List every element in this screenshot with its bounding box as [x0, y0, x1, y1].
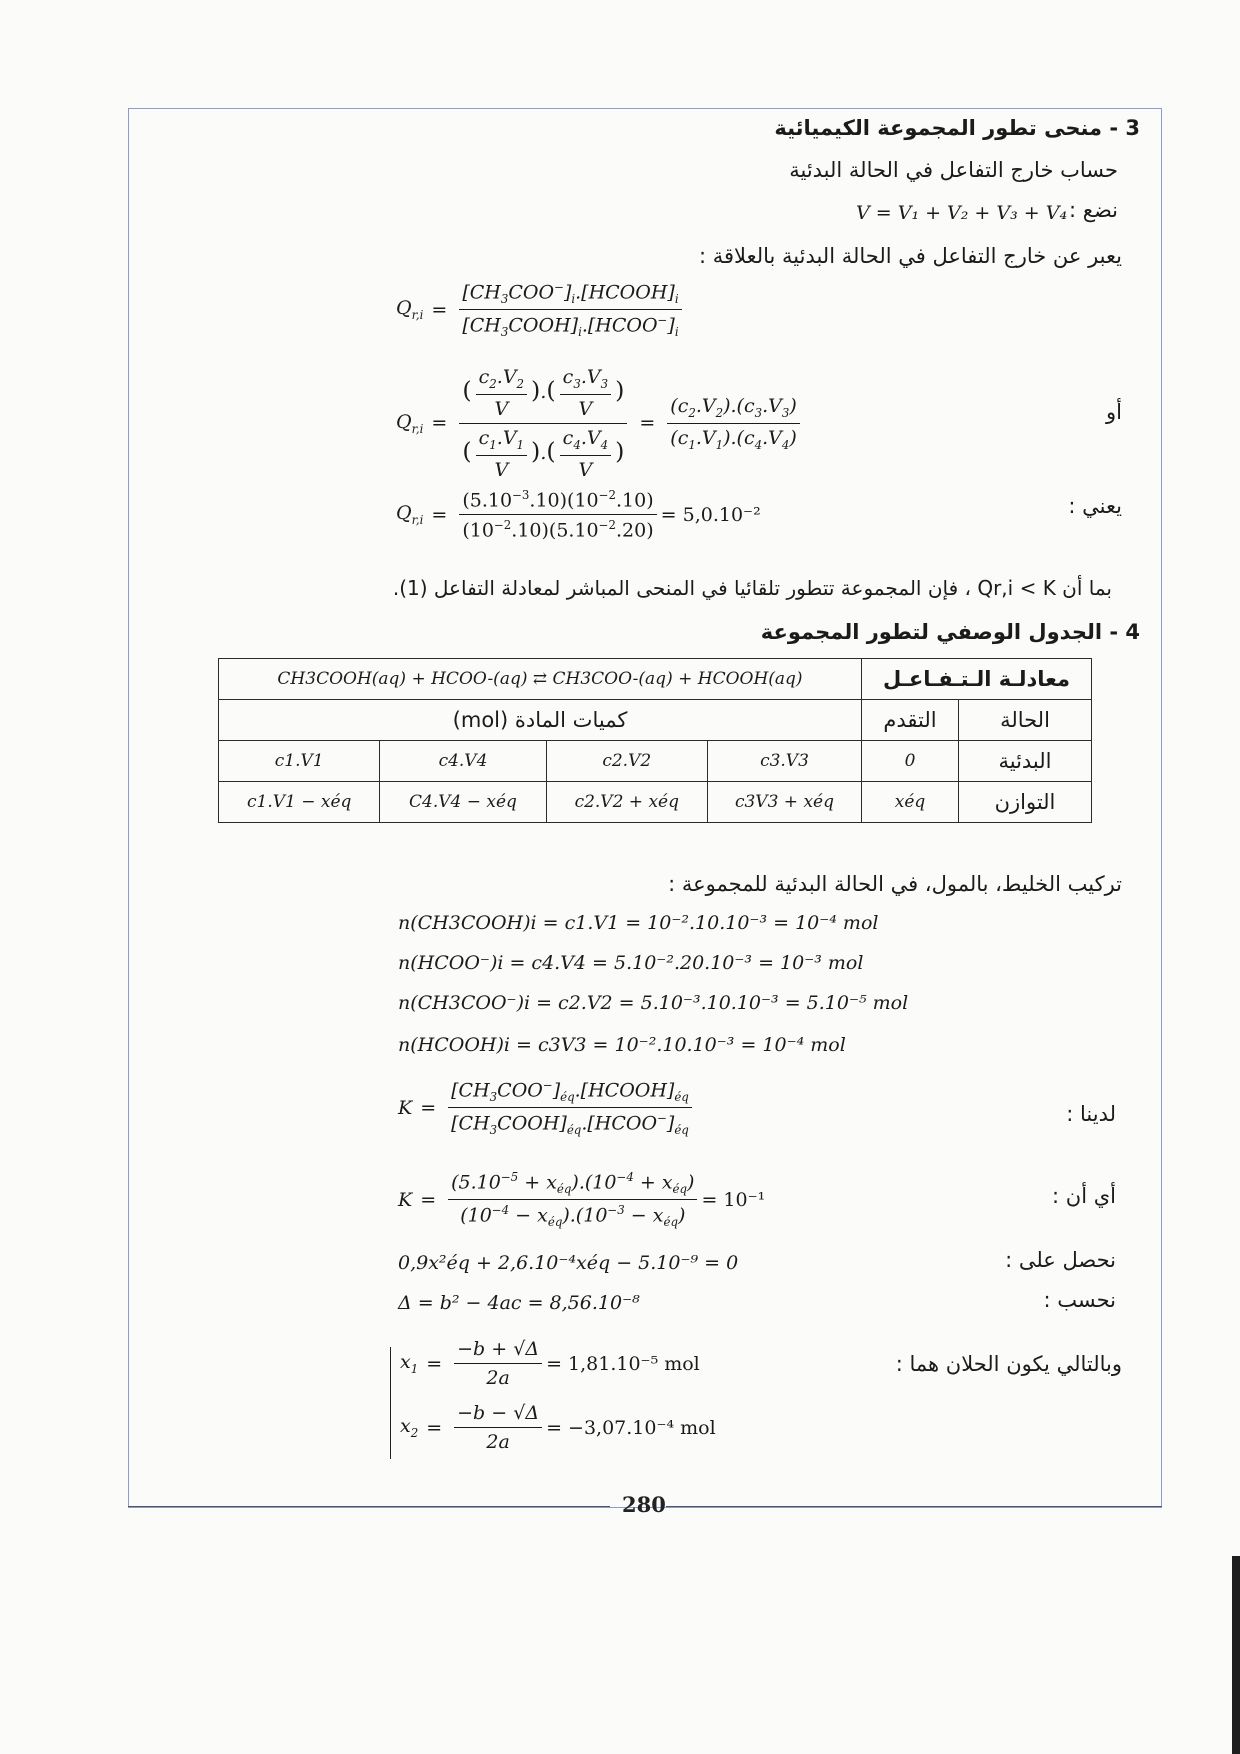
- evolution-table: [218, 658, 1092, 823]
- composition-intro: تركيب الخليط، بالمول، في الحالة البدئية للمجموعة :: [668, 872, 1122, 896]
- x2-formula: $x_2$ = $\frac{-b - √\Delta}{2a}$ = −3,07.10⁻⁴ mol: [400, 1402, 716, 1453]
- table-equation-header: معادلـة الـتـفـاعـل: [862, 659, 1092, 700]
- scan-edge-shadow: [1232, 1556, 1240, 1754]
- table-cell: c1.V1 − xéq: [219, 782, 380, 823]
- table-cell: c4.V4: [380, 741, 546, 782]
- evolution-conclusion: بما أن Qr,i < K ، فإن المجموعة تتطور تلقائيا في المنحى المباشر لمعادلة التفاعل (1).: [392, 576, 1112, 600]
- table-advance-header: التقدم: [862, 700, 959, 741]
- x1-formula: $x_1$ = $\frac{-b + √\Delta}{2a}$ = 1,81.10⁻⁵ mol: [400, 1338, 700, 1389]
- solutions-brace: [390, 1347, 391, 1459]
- delta-equation: Δ = b² − 4ac = 8,56.10⁻⁸: [398, 1292, 640, 1314]
- table-cell: c2.V2: [546, 741, 707, 782]
- compute-label: نحسب :: [1043, 1288, 1116, 1312]
- k-numeric-formula: K = $\frac{(5.10^{-5} + x_{éq}).(10^{-4} + x_{éq})}{(10^{-4} - x_{éq}).(10^{-3} - x_{éq})}$ = 10⁻¹: [398, 1170, 766, 1230]
- table-row: [219, 782, 1092, 823]
- we-have-label: لدينا :: [1066, 1102, 1116, 1126]
- table-equation-cell: CH3COOH(aq) + HCOO-(aq) ⇄ CH3COO-(aq) + HCOOH(aq): [219, 659, 862, 700]
- or-label: أو: [1106, 400, 1122, 424]
- k-value: = 10⁻¹: [701, 1188, 766, 1211]
- table-state-header: الحالة: [959, 700, 1092, 741]
- meaning-label: يعني :: [1068, 494, 1122, 518]
- quadratic-equation: 0,9x²éq + 2,6.10⁻⁴xéq − 5.10⁻⁹ = 0: [398, 1252, 739, 1274]
- section-3-title: 3 - منحى تطور المجموعة الكيميائية: [774, 116, 1140, 140]
- volume-definition-label: نضع :: [1069, 198, 1118, 222]
- qri-relation-intro: يعبر عن خارج التفاعل في الحالة البدئية بالعلاقة :: [698, 244, 1122, 268]
- solutions-label: وبالتالي يكون الحلان هما :: [895, 1352, 1122, 1376]
- qri-definition-formula: $Q_{r,i}$ = $\frac{[CH_3COO^-]_i.[HCOOH]_i}{[CH_3COOH]_i.[HCOO^-]_i}$: [396, 280, 686, 339]
- volume-equation: V = V₁ + V₂ + V₃ + V₄: [856, 202, 1068, 224]
- section-4-title: 4 - الجدول الوصفي لتطور المجموعة: [760, 620, 1140, 644]
- composition-line: n(HCOO⁻)i = c4.V4 = 5.10⁻².20.10⁻³ = 10⁻³ mol: [398, 952, 864, 974]
- table-cell: c3.V3: [707, 741, 861, 782]
- qri-intro-line: حساب خارج التفاعل في الحالة البدئية: [789, 158, 1118, 182]
- x2-value: = −3,07.10⁻⁴ mol: [546, 1416, 716, 1439]
- table-state-cell: التوازن: [959, 782, 1092, 823]
- x1-value: = 1,81.10⁻⁵ mol: [546, 1352, 700, 1375]
- table-advance-cell: xéq: [862, 782, 959, 823]
- table-cell: C4.V4 − xéq: [380, 782, 546, 823]
- that-is-label: أي أن :: [1052, 1184, 1116, 1208]
- qri-numeric-formula: $Q_{r,i}$ = $\frac{(5.10^{-3}.10)(10^{-2}.10)}{(10^{-2}.10)(5.10^{-2}.20)}$ = 5,0.10⁻²: [396, 488, 761, 542]
- qri-result: = 5,0.10⁻²: [660, 503, 761, 526]
- table-row: [219, 741, 1092, 782]
- composition-line: n(HCOOH)i = c3V3 = 10⁻².10.10⁻³ = 10⁻⁴ mol: [398, 1034, 846, 1056]
- page-number: 280: [622, 1492, 666, 1517]
- composition-line: n(CH3COOH)i = c1.V1 = 10⁻².10.10⁻³ = 10⁻⁴ mol: [398, 912, 879, 934]
- table-cell: c3V3 + xéq: [707, 782, 861, 823]
- we-get-label: نحصل على :: [1005, 1248, 1116, 1272]
- table-quantities-header: كميات المادة (mol): [219, 700, 862, 741]
- table-advance-cell: 0: [862, 741, 959, 782]
- page-number-rule-right: [666, 1506, 1162, 1507]
- table-state-cell: البدئية: [959, 741, 1092, 782]
- page-number-rule-left: [128, 1506, 610, 1507]
- table-cell: c2.V2 + xéq: [546, 782, 707, 823]
- composition-line: n(CH3COO⁻)i = c2.V2 = 5.10⁻³.10.10⁻³ = 5.10⁻⁵ mol: [398, 992, 909, 1014]
- table-cell: c1.V1: [219, 741, 380, 782]
- k-definition-formula: K = $\frac{[CH_3COO^-]_{éq}.[HCOOH]_{éq}}{[CH_3COOH]_{éq}.[HCOO^-]_{éq}}$: [398, 1078, 696, 1137]
- qri-concentration-formula: $Q_{r,i}$ = ( $\frac{c_2.V_2}{V}$ ).( $\frac{c_3.V_3}{V}$ ) ( $\frac{c_1.V_1}{V}$ ).( $\frac{c_4.V_4}{V}$ ) = $\frac{(c_2.V_2).(c_3.V_3)}{(c_1.V_1).(c_4.V_4)}$: [396, 366, 804, 481]
